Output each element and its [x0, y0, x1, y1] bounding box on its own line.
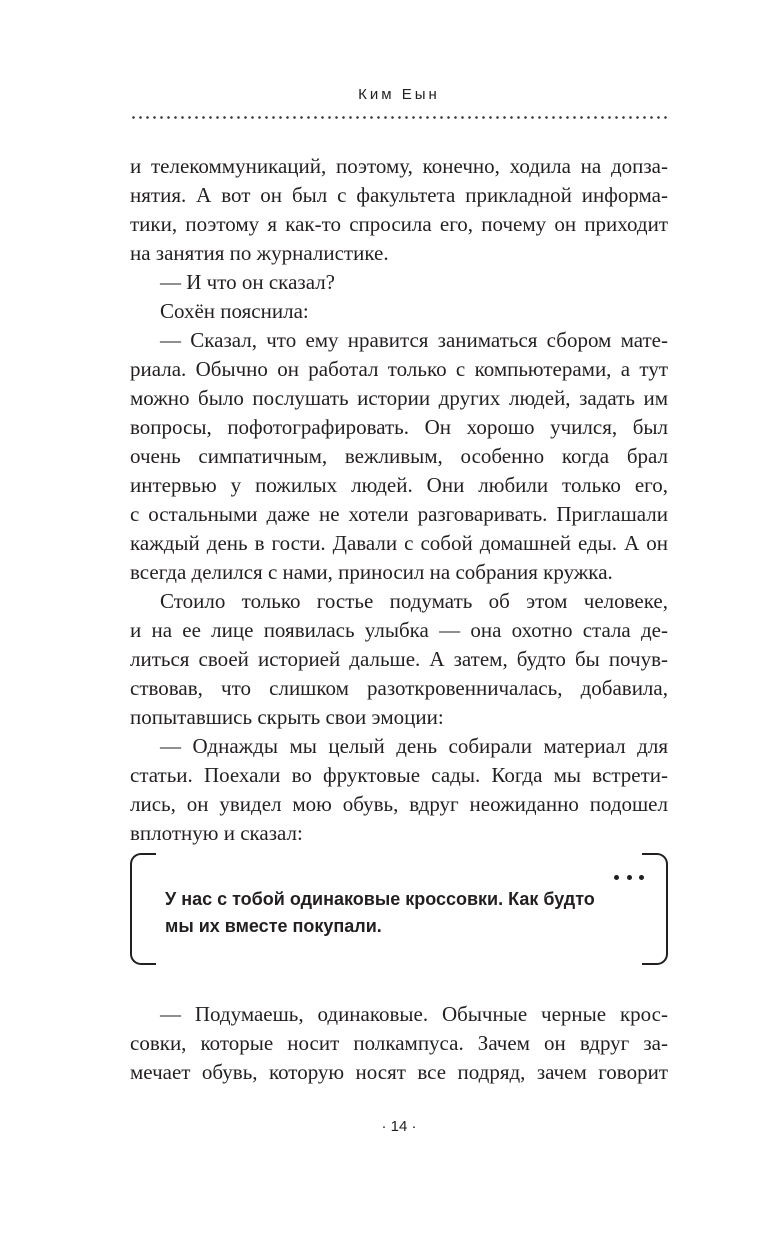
text-line: мечает обувь, которую носят все подряд, зачем говорит — [130, 1060, 668, 1084]
text-line: ствовав, что слишком разоткровенничалась, добавила, — [130, 676, 668, 700]
dialogue-line: — Однажды мы целый день собирали материал для — [160, 734, 668, 758]
text-line: интервью у пожилых людей. Они любили только его, — [130, 473, 668, 497]
quote-line: мы их вместе покупали. — [165, 916, 382, 936]
text-line: тики, поэтому я как-то спросила его, почему он приходит — [130, 212, 668, 236]
body-text-after-quote — [130, 1000, 668, 1087]
dialogue-line: — И что он сказал? — [160, 270, 335, 294]
page-number: · 14 · — [381, 1118, 417, 1135]
text-line: каждый день в гости. Давали с собой домашней еды. А он — [130, 531, 668, 555]
text-line: Сохён пояснила: — [160, 299, 309, 323]
dialogue-line: — Сказал, что ему нравится заниматься сбором мате- — [160, 328, 668, 352]
right-bracket — [642, 853, 668, 965]
text-line: очень симпатичным, вежливым, особенно когда брал — [130, 444, 668, 468]
text-line: Стоило только гостье подумать об этом человеке, — [160, 589, 668, 613]
dialogue-line: — Подумаешь, одинаковые. Обычные черные крос- — [160, 1002, 668, 1026]
ellipsis-dots-icon — [614, 875, 644, 881]
body-text-before-quote — [130, 152, 668, 848]
text-line: на занятия по журналистике. — [130, 241, 389, 265]
text-line: можно было послушать истории других людей, задать им — [130, 386, 668, 410]
left-bracket — [130, 853, 156, 965]
text-line: с остальными даже не хотели разговаривать. Приглашали — [130, 502, 668, 526]
text-line: всегда делился с нами, приносил на собрания кружка. — [130, 560, 613, 584]
text-line: риала. Обычно он работал только с компьютерами, а тут — [130, 357, 668, 381]
text-line: и телекоммуникаций, поэтому, конечно, ходила на допза- — [130, 154, 668, 178]
message-quote-box — [130, 853, 668, 965]
header-dotted-rule — [130, 116, 668, 119]
text-line: попытавшись скрыть свои эмоции: — [130, 705, 444, 729]
text-line: и на ее лице появилась улыбка — она охотно стала де- — [130, 618, 668, 642]
text-line: совки, которые носит полкампуса. Зачем он вдруг за- — [130, 1031, 668, 1055]
text-line: статьи. Поехали во фруктовые сады. Когда мы встрети- — [130, 763, 668, 787]
quote-line: У нас с тобой одинаковые кроссовки. Как будто — [165, 889, 595, 909]
text-line: литься своей историей дальше. А затем, будто бы почув- — [130, 647, 668, 671]
text-line: вопросы, пофотографировать. Он хорошо учился, был — [130, 415, 668, 439]
text-line: нятия. А вот он был с факультета прикладной информа- — [130, 183, 668, 207]
running-head-author: Ким Еын — [358, 86, 440, 103]
text-line: лись, он увидел мою обувь, вдруг неожиданно подошел — [130, 792, 668, 816]
quote-text — [165, 886, 640, 940]
text-line: вплотную и сказал: — [130, 821, 303, 845]
